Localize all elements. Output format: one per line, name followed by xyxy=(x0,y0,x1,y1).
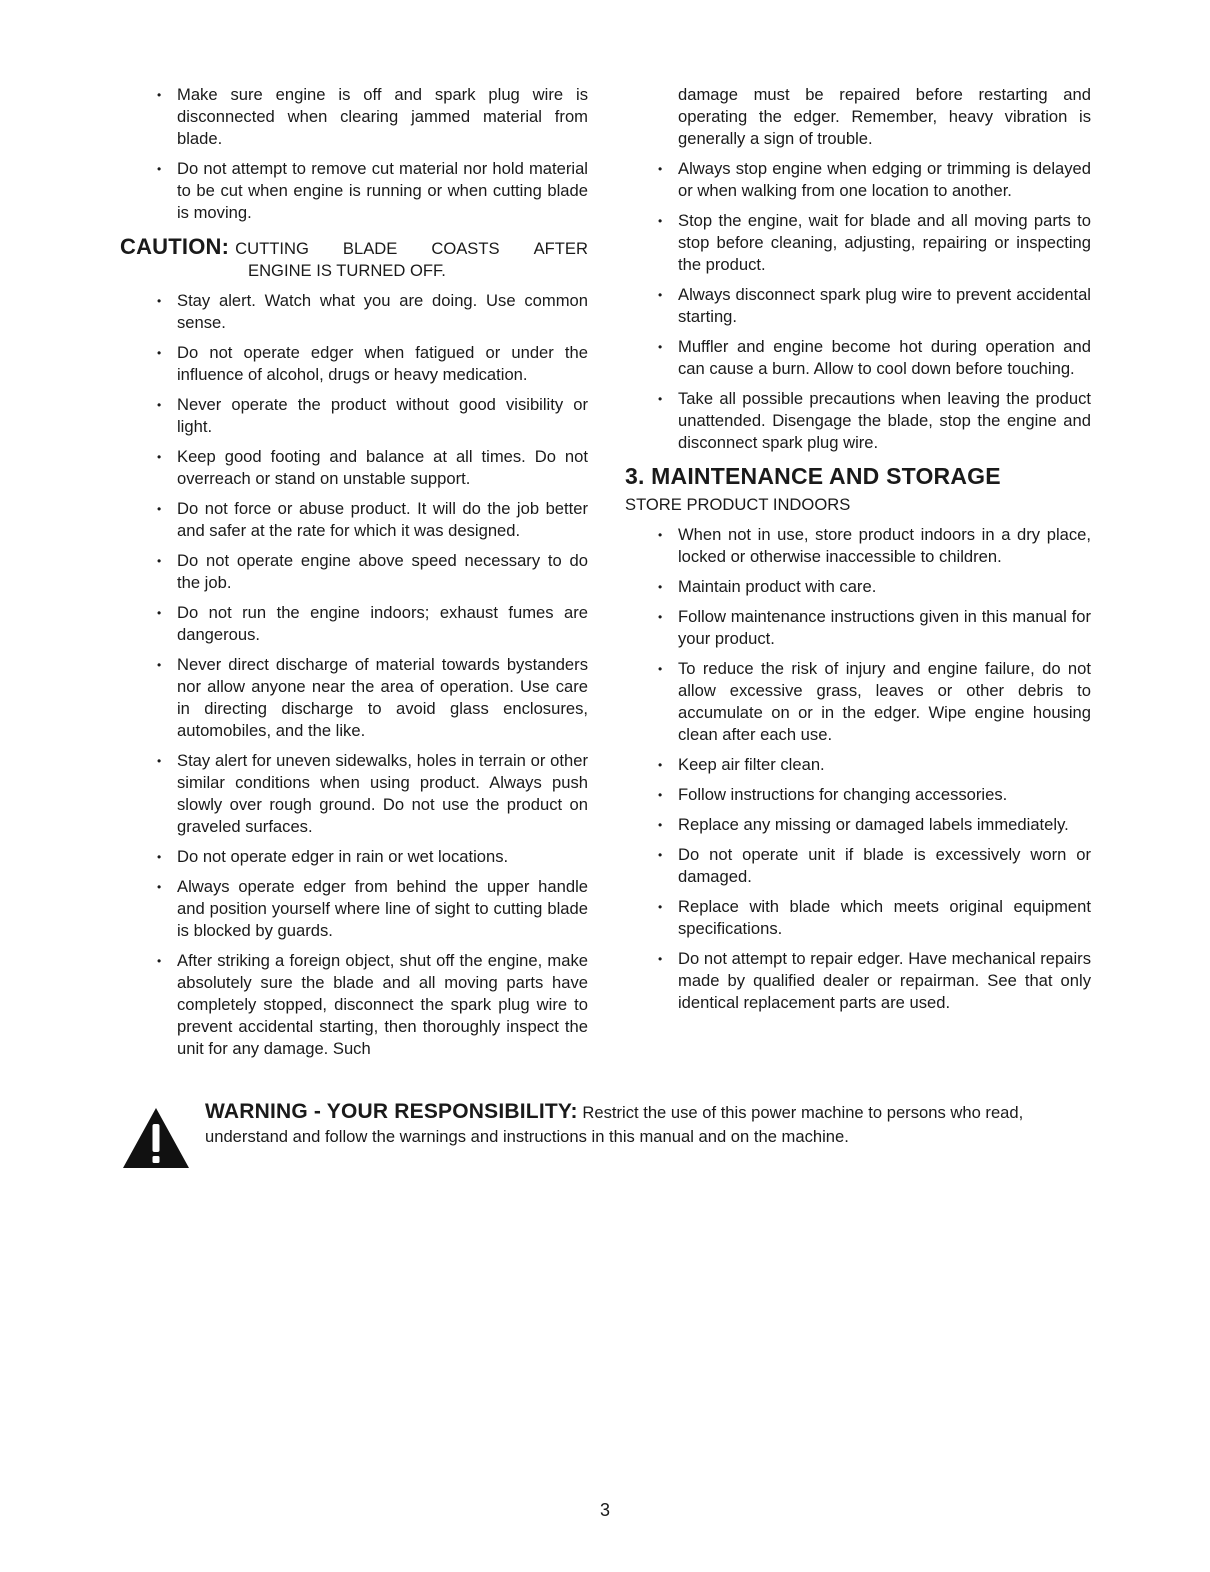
warning-triangle-icon xyxy=(121,1106,191,1170)
section-subtitle: STORE PRODUCT INDOORS xyxy=(625,495,851,514)
caution-label: CAUTION: xyxy=(120,234,230,259)
list-item: • Always operate edger from behind the upper handle and position yourself where line of sight to cutting blade is blocked by guards. xyxy=(157,877,588,940)
list-item: • Do not operate engine above speed necessary to do the job. xyxy=(157,551,588,592)
bullet-icon: • xyxy=(157,658,162,672)
list-item: • Keep air filter clean. xyxy=(658,755,825,774)
bullet-icon: • xyxy=(658,162,663,176)
bullet-icon: • xyxy=(658,528,663,542)
list-item: • Keep good footing and balance at all times. Do not overreach or stand on unstable support. xyxy=(157,447,588,488)
bullet-icon: • xyxy=(658,818,663,832)
bullet-icon: • xyxy=(157,450,162,464)
bullet-icon: • xyxy=(157,88,162,102)
bullet-icon: • xyxy=(157,398,162,412)
right-bullets-top xyxy=(653,84,1091,454)
page-number: 3 xyxy=(599,1500,610,1520)
list-item: • Do not force or abuse product. It will do the job better and safer at the rate for which it was designed. xyxy=(157,499,588,540)
bullet-icon: • xyxy=(658,848,663,862)
list-item: • Maintain product with care. xyxy=(658,577,877,596)
caution-text-line1: CUTTING BLADE COASTS AFTER xyxy=(235,239,588,258)
warning-body: Restrict the use of this power machine to persons who read, understand and follow the warnings and instructions in this manual and on the machine. xyxy=(205,1103,1024,1146)
list-item: • Take all possible precautions when leaving the product unattended. Disengage the blade, stop the engine and disconnect spark plug wire. xyxy=(658,389,1091,452)
warning-text xyxy=(205,1100,1093,1149)
list-item: • Never direct discharge of material towards bystanders nor allow anyone near the area of operation. Use care in directing discharge to avoid glass enclosures, automobiles, and the like. xyxy=(157,655,588,740)
bullet-icon: • xyxy=(658,610,663,624)
bullet-icon: • xyxy=(658,788,663,802)
list-item: • After striking a foreign object, shut off the engine, make absolutely sure the blade and all moving parts have completely stopped, disconnect the spark plug wire to prevent accidental starting, then thoroughly inspect the unit for any damage. Such xyxy=(157,951,588,1058)
left-column xyxy=(120,84,588,1068)
list-item: • Do not run the engine indoors; exhaust fumes are dangerous. xyxy=(157,603,588,644)
bullet-icon: • xyxy=(157,880,162,894)
bullet-icon: • xyxy=(157,606,162,620)
bullet-icon: • xyxy=(658,214,663,228)
bullet-icon: • xyxy=(658,952,663,966)
warning-notice xyxy=(121,1100,1101,1180)
list-item: • Replace any missing or damaged labels immediately. xyxy=(658,815,1069,834)
left-bullets-bottom xyxy=(152,290,588,1060)
list-item: • Stop the engine, wait for blade and all moving parts to stop before cleaning, adjusting, repairing or inspecting the product. xyxy=(658,211,1091,274)
bullet-icon: • xyxy=(157,754,162,768)
bullet-icon: • xyxy=(658,758,663,772)
bullet-icon: • xyxy=(157,554,162,568)
list-item: • Do not operate edger in rain or wet locations. xyxy=(157,847,509,866)
list-item: • Follow instructions for changing accessories. xyxy=(658,785,1008,804)
list-item: • Replace with blade which meets original equipment specifications. xyxy=(658,897,1091,938)
caution-notice xyxy=(120,234,588,282)
list-item: • Make sure engine is off and spark plug wire is disconnected when clearing jammed material from blade. xyxy=(157,85,588,148)
caution-text-line2: ENGINE IS TURNED OFF. xyxy=(248,261,446,280)
section-title: 3. MAINTENANCE AND STORAGE xyxy=(625,463,1001,489)
list-item: • To reduce the risk of injury and engine failure, do not allow excessive grass, leaves or other debris to accumulate on or in the edger. Wipe engine housing clean after each use. xyxy=(658,659,1091,744)
bullet-icon: • xyxy=(157,346,162,360)
bullet-icon: • xyxy=(157,954,162,968)
list-item: • Stay alert. Watch what you are doing. Use common sense. xyxy=(157,291,588,332)
bullet-icon: • xyxy=(157,502,162,516)
bullet-icon: • xyxy=(157,162,162,176)
list-item: • Do not operate unit if blade is excessively worn or damaged. xyxy=(658,845,1091,886)
bullet-icon: • xyxy=(658,900,663,914)
list-item: • Do not operate edger when fatigued or under the influence of alcohol, drugs or heavy medication. xyxy=(157,343,588,384)
list-item: • Follow maintenance instructions given in this manual for your product. xyxy=(658,607,1091,648)
bullet-icon: • xyxy=(658,580,663,594)
bullet-icon: • xyxy=(658,662,663,676)
bullet-icon: • xyxy=(658,392,663,406)
right-column xyxy=(625,84,1091,1022)
continuation-text: damage must be repaired before restarting and operating the edger. Remember, heavy vibration is generally a sign of trouble. xyxy=(678,85,1091,148)
list-item: • Do not attempt to remove cut material nor hold material to be cut when engine is running or when cutting blade is moving. xyxy=(157,159,588,222)
list-item: • When not in use, store product indoors in a dry place, locked or otherwise inaccessible to children. xyxy=(658,525,1091,566)
bullet-icon: • xyxy=(658,288,663,302)
list-item: • Always disconnect spark plug wire to prevent accidental starting. xyxy=(658,285,1091,326)
right-bullets-bottom xyxy=(653,524,1091,1014)
bullet-icon: • xyxy=(157,850,162,864)
bullet-icon: • xyxy=(658,340,663,354)
list-item: • Never operate the product without good visibility or light. xyxy=(157,395,588,436)
list-item: • Muffler and engine become hot during operation and can cause a burn. Allow to cool down before touching. xyxy=(658,337,1091,378)
warning-heading: WARNING - YOUR RESPONSIBILITY: xyxy=(205,1100,578,1123)
list-item: • Stay alert for uneven sidewalks, holes in terrain or other similar conditions when using product. Always push slowly over rough ground. Do not use the product on graveled surfaces. xyxy=(157,751,588,836)
left-bullets-top xyxy=(152,84,588,224)
list-item: • Do not attempt to repair edger. Have mechanical repairs made by qualified dealer or repairman. See that only identical replacement parts are used. xyxy=(658,949,1091,1012)
list-item: • Always stop engine when edging or trimming is delayed or when walking from one location to another. xyxy=(658,159,1091,200)
bullet-icon: • xyxy=(157,294,162,308)
